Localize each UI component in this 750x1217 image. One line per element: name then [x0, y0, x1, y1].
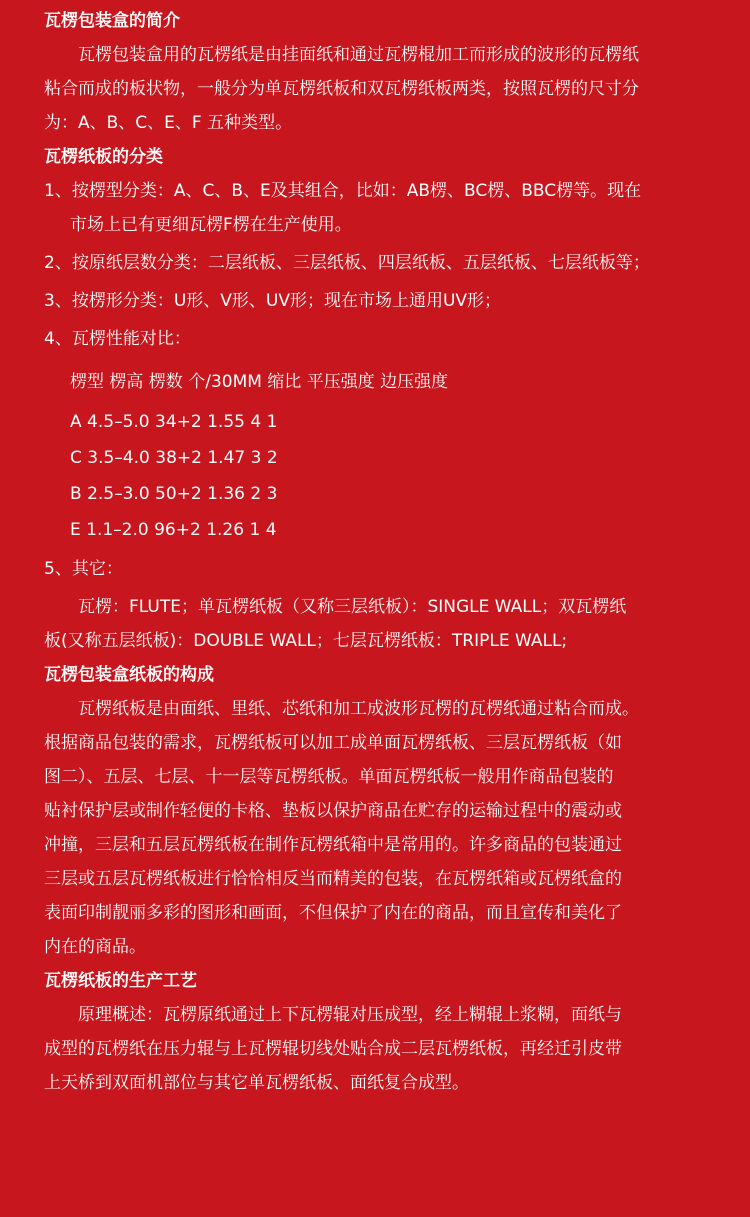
section-title: 瓦楞纸板的分类 [44, 147, 163, 167]
paragraph-line: 表面印制靓丽多彩的图形和画面，不但保护了内在的商品，而且宣传和美化了 [44, 903, 622, 923]
paragraph-line: 贴衬保护层或制作轻便的卡格、垫板以保护商品在贮存的运输过程中的震动或 [44, 801, 622, 821]
section-production [44, 968, 716, 1100]
paragraph-line: 成型的瓦楞纸在压力辊与上瓦楞辊切线处贴合成二层瓦楞纸板，再经迁引皮带 [44, 1039, 622, 1059]
section-title: 瓦楞纸板的生产工艺 [44, 971, 197, 991]
paragraph-line: 三层或五层瓦楞纸板进行恰恰相反当而精美的包装，在瓦楞纸箱或瓦楞纸盒的 [44, 869, 622, 889]
list-item: 1、按楞型分类：A、C、B、E及其组合，比如：AB楞、BC楞、BBC楞等。现在 [44, 181, 642, 201]
table-row: B 2.5–3.0 50+2 1.36 2 3 [70, 484, 278, 504]
paragraph-line: 上天桥到双面机部位与其它单瓦楞纸板、面纸复合成型。 [44, 1073, 469, 1093]
flute-performance-table [44, 364, 716, 548]
section-composition [44, 662, 716, 964]
table-header: 楞型 楞高 楞数 个/30MM 缩比 平压强度 边压强度 [70, 372, 449, 392]
paragraph-line: 内在的商品。 [44, 937, 146, 957]
section-title: 瓦楞包装盒纸板的构成 [44, 665, 214, 685]
paragraph-line: 粘合而成的板状物，一般分为单瓦楞纸板和双瓦楞纸板两类，按照瓦楞的尺寸分 [44, 79, 639, 99]
paragraph-line: 为：A、B、C、E、F 五种类型。 [44, 113, 293, 133]
paragraph-line: 板(又称五层纸板)：DOUBLE WALL；七层瓦楞纸板：TRIPLE WALL; [44, 631, 568, 651]
paragraph-line: 原理概述：瓦楞原纸通过上下瓦楞辊对压成型，经上糊辊上浆糊，面纸与 [78, 1005, 622, 1025]
paragraph-line: 冲撞，三层和五层瓦楞纸板在制作瓦楞纸箱中是常用的。许多商品的包装通过 [44, 835, 622, 855]
paragraph-line: 图二）、五层、七层、十一层等瓦楞纸板。单面瓦楞纸板一般用作商品包装的 [44, 767, 614, 787]
paragraph-line: 瓦楞：FLUTE；单瓦楞纸板（又称三层纸板）：SINGLE WALL；双瓦楞纸 [78, 597, 627, 617]
list-item: 4、瓦楞性能对比： [44, 329, 191, 349]
section-classification [44, 144, 716, 658]
table-row: C 3.5–4.0 38+2 1.47 3 2 [70, 448, 278, 468]
section-title: 瓦楞包装盒的简介 [44, 11, 180, 31]
paragraph-line: 根据商品包装的需求，瓦楞纸板可以加工成单面瓦楞纸板、三层瓦楞纸板（如 [44, 733, 622, 753]
table-row: A 4.5–5.0 34+2 1.55 4 1 [70, 412, 278, 432]
list-item: 3、按楞形分类：U形、V形、UV形；现在市场上通用UV形； [44, 291, 502, 311]
paragraph-line: 瓦楞纸板是由面纸、里纸、芯纸和加工成波形瓦楞的瓦楞纸通过粘合而成。 [78, 699, 639, 719]
list-item-continuation: 市场上已有更细瓦楞F楞在生产使用。 [70, 215, 352, 235]
list-item: 5、其它： [44, 559, 123, 579]
table-row: E 1.1–2.0 96+2 1.26 1 4 [70, 520, 277, 540]
section-intro [44, 8, 716, 140]
list-item: 2、按原纸层数分类：二层纸板、三层纸板、四层纸板、五层纸板、七层纸板等； [44, 253, 650, 273]
paragraph-line: 瓦楞包装盒用的瓦楞纸是由挂面纸和通过瓦楞棍加工而形成的波形的瓦楞纸 [78, 45, 639, 65]
